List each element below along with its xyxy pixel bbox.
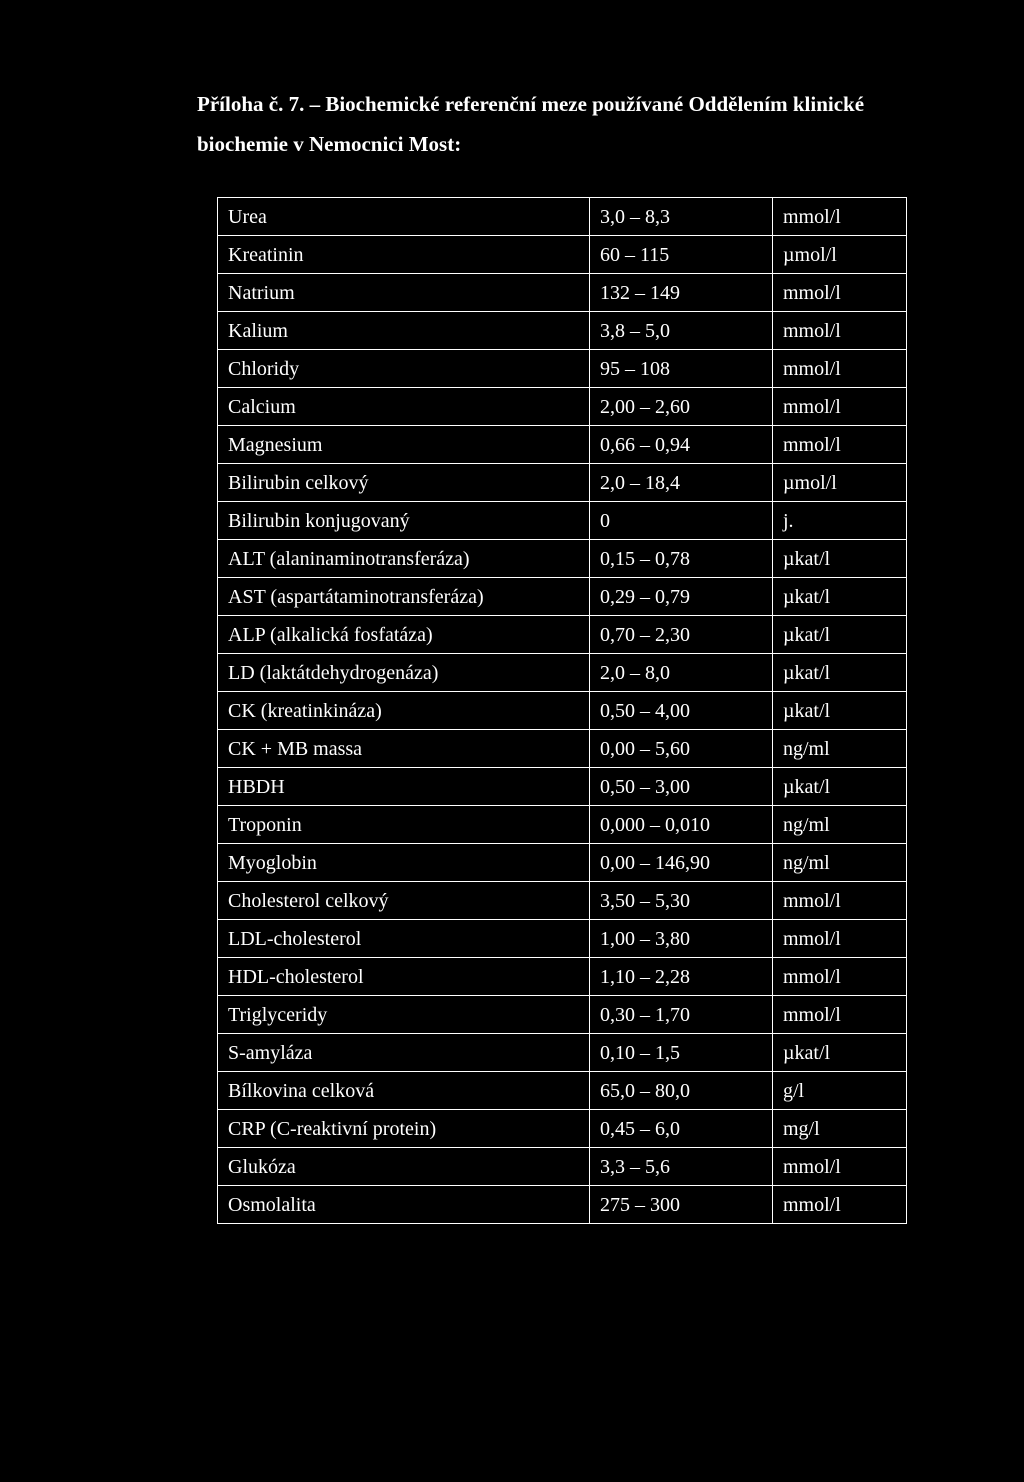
unit-cell: mmol/l (773, 1148, 907, 1186)
table-row (218, 844, 907, 882)
heading-line-1: Příloha č. 7. – Biochemické referenční meze používané Oddělením klinické (197, 92, 865, 116)
reference-range-cell: 2,0 – 8,0 (590, 654, 773, 692)
reference-range-cell: 0,50 – 4,00 (590, 692, 773, 730)
unit-cell: µmol/l (773, 464, 907, 502)
table-row (218, 236, 907, 274)
table-row (218, 1072, 907, 1110)
table-row (218, 312, 907, 350)
analyte-name-cell: Bilirubin konjugovaný (218, 502, 590, 540)
table-row (218, 350, 907, 388)
unit-cell: µkat/l (773, 616, 907, 654)
reference-range-cell: 275 – 300 (590, 1186, 773, 1224)
table-row (218, 806, 907, 844)
analyte-name-cell: Calcium (218, 388, 590, 426)
unit-cell: mmol/l (773, 1186, 907, 1224)
analyte-name-cell: Kalium (218, 312, 590, 350)
unit-cell: mmol/l (773, 882, 907, 920)
unit-cell: mmol/l (773, 350, 907, 388)
reference-range-cell: 3,3 – 5,6 (590, 1148, 773, 1186)
unit-cell: mmol/l (773, 312, 907, 350)
reference-range-cell: 0,66 – 0,94 (590, 426, 773, 464)
unit-cell: mmol/l (773, 920, 907, 958)
analyte-name-cell: Troponin (218, 806, 590, 844)
table-row (218, 426, 907, 464)
unit-cell: mg/l (773, 1110, 907, 1148)
unit-cell: µkat/l (773, 768, 907, 806)
reference-range-cell: 0,30 – 1,70 (590, 996, 773, 1034)
reference-range-cell: 3,50 – 5,30 (590, 882, 773, 920)
table-row (218, 920, 907, 958)
unit-cell: µkat/l (773, 540, 907, 578)
analyte-name-cell: LD (laktátdehydrogenáza) (218, 654, 590, 692)
unit-cell: ng/ml (773, 806, 907, 844)
table-row (218, 1034, 907, 1072)
table-row (218, 730, 907, 768)
unit-cell: mmol/l (773, 426, 907, 464)
unit-cell: mmol/l (773, 996, 907, 1034)
unit-cell: µkat/l (773, 578, 907, 616)
unit-cell: mmol/l (773, 958, 907, 996)
reference-range-cell: 1,10 – 2,28 (590, 958, 773, 996)
table-row (218, 882, 907, 920)
unit-cell: µkat/l (773, 692, 907, 730)
table-row (218, 502, 907, 540)
reference-range-cell: 0,29 – 0,79 (590, 578, 773, 616)
analyte-name-cell: HBDH (218, 768, 590, 806)
table-row (218, 578, 907, 616)
table-row (218, 996, 907, 1034)
analyte-name-cell: Natrium (218, 274, 590, 312)
unit-cell: mmol/l (773, 388, 907, 426)
heading-line-2: biochemie v Nemocnici Most: (197, 132, 462, 156)
reference-range-cell: 0,50 – 3,00 (590, 768, 773, 806)
unit-cell: ng/ml (773, 844, 907, 882)
table-row (218, 1148, 907, 1186)
analyte-name-cell: ALT (alaninaminotransferáza) (218, 540, 590, 578)
table-row (218, 616, 907, 654)
unit-cell: ng/ml (773, 730, 907, 768)
reference-range-cell: 65,0 – 80,0 (590, 1072, 773, 1110)
analyte-name-cell: LDL-cholesterol (218, 920, 590, 958)
reference-ranges-body (218, 198, 907, 1224)
table-row (218, 540, 907, 578)
analyte-name-cell: Bilirubin celkový (218, 464, 590, 502)
analyte-name-cell: Urea (218, 198, 590, 236)
reference-range-cell: 1,00 – 3,80 (590, 920, 773, 958)
table-row (218, 768, 907, 806)
page-heading (197, 84, 957, 164)
reference-range-cell: 2,0 – 18,4 (590, 464, 773, 502)
reference-range-cell: 132 – 149 (590, 274, 773, 312)
analyte-name-cell: Osmolalita (218, 1186, 590, 1224)
analyte-name-cell: Kreatinin (218, 236, 590, 274)
analyte-name-cell: HDL-cholesterol (218, 958, 590, 996)
unit-cell: mmol/l (773, 198, 907, 236)
analyte-name-cell: Glukóza (218, 1148, 590, 1186)
analyte-name-cell: Myoglobin (218, 844, 590, 882)
table-row (218, 388, 907, 426)
unit-cell: mmol/l (773, 274, 907, 312)
analyte-name-cell: CK (kreatinkináza) (218, 692, 590, 730)
analyte-name-cell: CK + MB massa (218, 730, 590, 768)
analyte-name-cell: Cholesterol celkový (218, 882, 590, 920)
unit-cell: j. (773, 502, 907, 540)
table-row (218, 1186, 907, 1224)
analyte-name-cell: Triglyceridy (218, 996, 590, 1034)
reference-range-cell: 60 – 115 (590, 236, 773, 274)
analyte-name-cell: Chloridy (218, 350, 590, 388)
reference-range-cell: 0,15 – 0,78 (590, 540, 773, 578)
reference-range-cell: 95 – 108 (590, 350, 773, 388)
reference-range-cell: 0,00 – 5,60 (590, 730, 773, 768)
reference-range-cell: 0 (590, 502, 773, 540)
table-row (218, 1110, 907, 1148)
table-row (218, 654, 907, 692)
reference-range-cell: 0,00 – 146,90 (590, 844, 773, 882)
analyte-name-cell: ALP (alkalická fosfatáza) (218, 616, 590, 654)
unit-cell: µkat/l (773, 654, 907, 692)
analyte-name-cell: CRP (C-reaktivní protein) (218, 1110, 590, 1148)
analyte-name-cell: S-amyláza (218, 1034, 590, 1072)
analyte-name-cell: Magnesium (218, 426, 590, 464)
unit-cell: µkat/l (773, 1034, 907, 1072)
reference-range-cell: 3,0 – 8,3 (590, 198, 773, 236)
table-row (218, 198, 907, 236)
table-row (218, 274, 907, 312)
table-row (218, 464, 907, 502)
table-row (218, 958, 907, 996)
unit-cell: µmol/l (773, 236, 907, 274)
analyte-name-cell: AST (aspartátaminotransferáza) (218, 578, 590, 616)
unit-cell: g/l (773, 1072, 907, 1110)
reference-range-cell: 0,70 – 2,30 (590, 616, 773, 654)
reference-ranges-table (217, 197, 907, 1224)
reference-range-cell: 3,8 – 5,0 (590, 312, 773, 350)
analyte-name-cell: Bílkovina celková (218, 1072, 590, 1110)
table-row (218, 692, 907, 730)
reference-range-cell: 0,45 – 6,0 (590, 1110, 773, 1148)
reference-range-cell: 0,10 – 1,5 (590, 1034, 773, 1072)
reference-range-cell: 0,000 – 0,010 (590, 806, 773, 844)
reference-range-cell: 2,00 – 2,60 (590, 388, 773, 426)
